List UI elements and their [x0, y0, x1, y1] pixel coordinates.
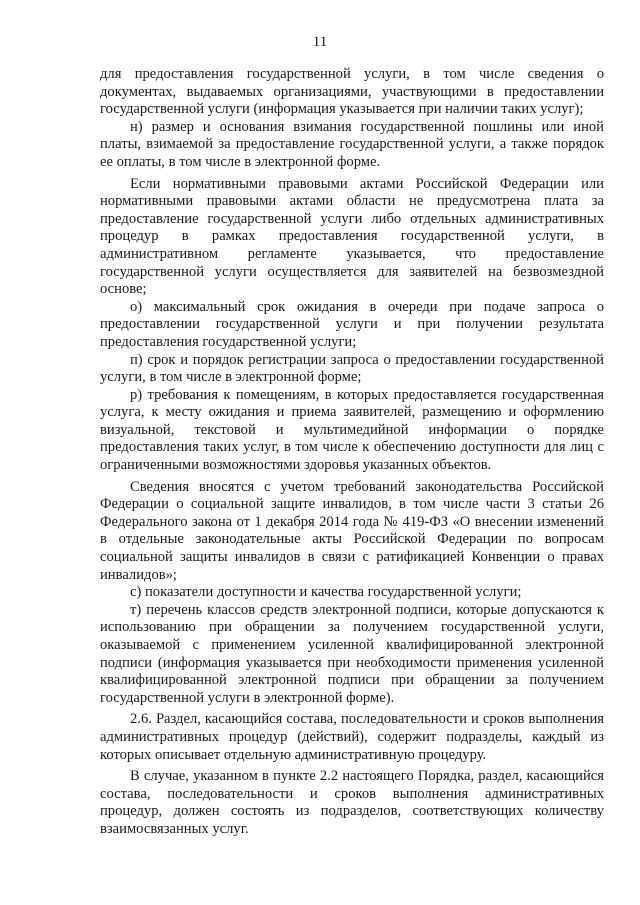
document-body	[100, 66, 604, 839]
paragraph-continuation: для предоставления государственной услуги, в том числе сведения о документах, выдаваемых организациями, участвующими в предоставлении государственной услуги (информация указывается при наличии таких услуг);	[100, 66, 604, 118]
paragraph-disability-info: Сведения вносятся с учетом требований законодательства Российской Федерации о социальной защите инвалидов, в том числе части 3 статьи 26 Федерального закона от 1 декабря 2014 года № 419-ФЗ «О внесении изменений в отдельные законодательные акты Российской Федерации по вопросам социальной защиты инвалидов в связи с ратификацией Конвенции о правах инвалидов»;	[100, 478, 604, 583]
paragraph-free-of-charge: Если нормативными правовыми актами Российской Федерации или нормативными правовыми актами области не предусмотрена плата за предоставление государственной услуги либо отдельных административных процедур в рамках предоставления государственной услуги, в административном регламенте указывается, что предоставление государственной услуги осуществляется для заявителей на безвозмездной основе;	[100, 175, 604, 298]
paragraph-item-s: с) показатели доступности и качества государственной услуги;	[130, 584, 522, 601]
paragraph-case-2-2: В случае, указанном в пункте 2.2 настоящего Порядка, раздел, касающийся состава, последовательности и сроков выполнения административных процедур, должен состоять из подразделов, соответствующих количеству взаимосвязанных услуг.	[100, 768, 604, 837]
paragraph-item-o: о) максимальный срок ожидания в очереди при подаче запроса о предоставлении государственной услуги и при получении результата предоставления государственной услуги;	[100, 298, 604, 350]
paragraph-item-p: п) срок и порядок регистрации запроса о предоставлении государственной услуги, в том числе в электронной форме;	[100, 351, 604, 386]
paragraph-item-r: р) требования к помещениям, в которых предоставляется государственная услуга, к месту ожидания и приема заявителей, размещению и оформлению визуальной, текстовой и мультимедийной информации о порядке предоставления таких услуг, в том числе к обеспечению доступности для лиц с ограниченными возможностями здоровья указанных объектов.	[100, 386, 604, 474]
paragraph-item-n: н) размер и основания взимания государственной пошлины или иной платы, взимаемой за предоставление государственной услуги, а также порядок ее оплаты, в том числе в электронной форме.	[100, 118, 604, 170]
paragraph-item-t: т) перечень классов средств электронной подписи, которые допускаются к использованию при обращении за получением государственной услуги, оказываемой с применением усиленной квалифицированной электронной подписи (информация указывается при необходимости применения усиленной квалифицированной электронной подписи при обращении за получением государственной услуги в электронной форме).	[100, 601, 604, 706]
paragraph-section-2-6: 2.6. Раздел, касающийся состава, последовательности и сроков выполнения административных процедур (действий), содержит подразделы, каждый из которых описывает отдельную административную процедуру.	[100, 711, 604, 763]
page-number: 11	[312, 34, 328, 50]
